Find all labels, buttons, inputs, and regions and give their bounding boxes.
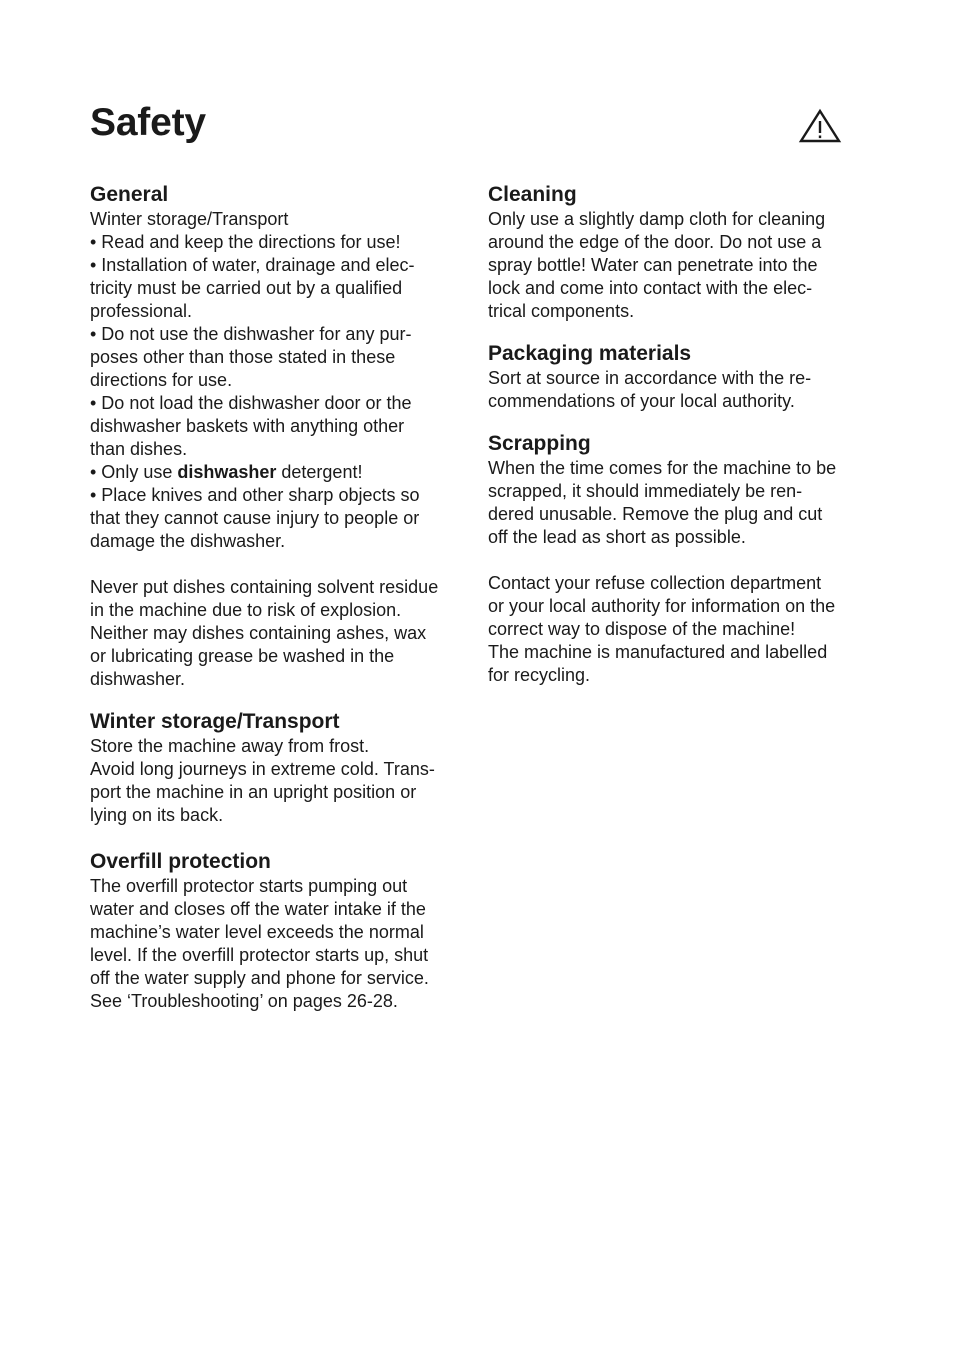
detergent-emphasis: dishwasher xyxy=(177,462,277,482)
text-line: Store the machine away from frost. xyxy=(90,736,370,756)
section-heading-overfill-protection: Overfill protection xyxy=(90,850,271,873)
text-line: Sort at source in accordance with the re- xyxy=(488,368,812,388)
text-line: scrapped, it should immediately be ren- xyxy=(488,481,803,501)
text-line: Neither may dishes containing ashes, wax xyxy=(90,623,427,643)
section-heading-cleaning: Cleaning xyxy=(488,183,577,206)
text-line: • Installation of water, drainage and elec- xyxy=(90,255,415,275)
text-line: poses other than those stated in these xyxy=(90,347,396,367)
text-line: that they cannot cause injury to people or xyxy=(90,508,420,528)
text-line: • Do not use the dishwasher for any pur- xyxy=(90,324,412,344)
text-line: The machine is manufactured and labelled xyxy=(488,642,828,662)
text-line: or your local authority for information on the xyxy=(488,596,836,616)
left-column xyxy=(90,181,460,1013)
section-heading-winter-storage: Winter storage/Transport xyxy=(90,710,340,733)
section-cleaning xyxy=(488,181,860,323)
text-line: than dishes. xyxy=(90,439,188,459)
text-line: port the machine in an upright position or xyxy=(90,782,417,802)
text-line: Winter storage/Transport xyxy=(90,209,289,229)
text-line: dishwasher. xyxy=(90,669,186,689)
text-line: dered unusable. Remove the plug and cut xyxy=(488,504,823,524)
section-heading-scrapping: Scrapping xyxy=(488,432,591,455)
text-line: off the water supply and phone for service. xyxy=(90,968,429,988)
text-line: directions for use. xyxy=(90,370,233,390)
detergent-line xyxy=(90,461,460,484)
text-line: See ‘Troubleshooting’ on pages 26-28. xyxy=(90,991,398,1011)
section-heading-general: General xyxy=(90,183,169,206)
text-line: spray bottle! Water can penetrate into the xyxy=(488,255,818,275)
text-line: off the lead as short as possible. xyxy=(488,527,746,547)
text-line: water and closes off the water intake if the xyxy=(90,899,426,919)
text-line: for recycling. xyxy=(488,665,591,685)
text-line: lying on its back. xyxy=(90,805,224,825)
text-line: dishwasher baskets with anything other xyxy=(90,416,405,436)
text-line: Contact your refuse collection department xyxy=(488,573,822,593)
section-scrapping xyxy=(488,430,860,687)
text-line: Never put dishes containing solvent residue xyxy=(90,577,439,597)
text-line: • Place knives and other sharp objects so xyxy=(90,485,420,505)
text-line: in the machine due to risk of explosion. xyxy=(90,600,402,620)
text-line: lock and come into contact with the elec- xyxy=(488,278,813,298)
text-line: around the edge of the door. Do not use a xyxy=(488,232,822,252)
section-packaging-materials xyxy=(488,340,860,413)
text-line: level. If the overfill protector starts up, shut xyxy=(90,945,429,965)
text-line: or lubricating grease be washed in the xyxy=(90,646,395,666)
warning-triangle-icon xyxy=(798,108,842,144)
text-line: correct way to dispose of the machine! xyxy=(488,619,796,639)
text-line: When the time comes for the machine to be xyxy=(488,458,837,478)
text-line: Avoid long journeys in extreme cold. Trans- xyxy=(90,759,435,779)
text-line: • Read and keep the directions for use! xyxy=(90,232,401,252)
text-line: damage the dishwasher. xyxy=(90,531,286,551)
section-heading-packaging-materials: Packaging materials xyxy=(488,342,692,365)
text-line: • Do not load the dishwasher door or the xyxy=(90,393,412,413)
text-line: The overfill protector starts pumping out xyxy=(90,876,408,896)
section-overfill-protection xyxy=(90,848,460,1013)
section-winter-storage xyxy=(90,708,460,827)
section-general xyxy=(90,181,460,691)
text-line: commendations of your local authority. xyxy=(488,391,795,411)
text-line: trical components. xyxy=(488,301,635,321)
text-line: machine’s water level exceeds the normal xyxy=(90,922,424,942)
detergent-prefix: • Only use xyxy=(90,462,178,482)
text-line: tricity must be carried out by a qualified xyxy=(90,278,403,298)
text-line: Only use a slightly damp cloth for cleaning xyxy=(488,209,826,229)
page-title: Safety xyxy=(90,101,206,144)
detergent-suffix: detergent! xyxy=(276,462,363,482)
text-line: professional. xyxy=(90,301,193,321)
right-column xyxy=(488,181,860,687)
